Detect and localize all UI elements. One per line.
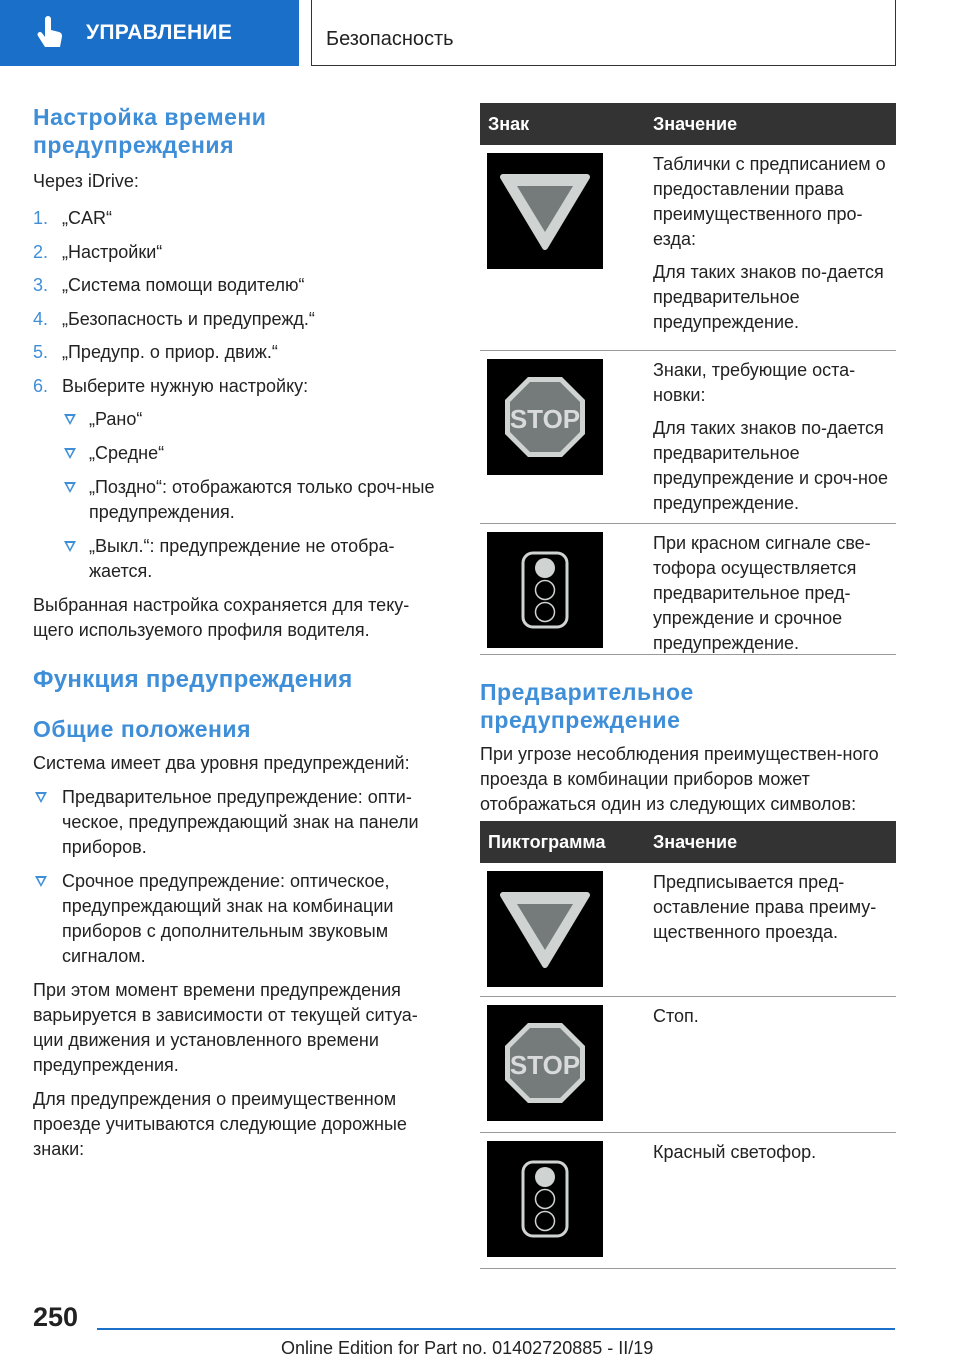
list-item xyxy=(62,534,443,584)
step-text: „Безопасность и предупрежд.“ xyxy=(62,308,315,329)
step-number: 4. xyxy=(33,308,49,329)
yield-sign-icon xyxy=(487,871,603,987)
row-meaning xyxy=(653,997,896,1132)
steps-list xyxy=(33,206,443,399)
stop-sign-icon xyxy=(487,1005,603,1121)
symbols-table xyxy=(480,821,896,1269)
option-text: „Рано“ xyxy=(89,409,143,429)
edition-text: Online Edition for Part no. 01402720885 - II/19 xyxy=(281,1338,654,1358)
svg-text:STOP: STOP xyxy=(509,404,581,434)
triangle-bullet-icon xyxy=(35,876,47,887)
list-item xyxy=(33,340,443,365)
table-row xyxy=(480,1133,896,1269)
step-number: 1. xyxy=(33,208,49,228)
list-item xyxy=(33,785,443,860)
table-row xyxy=(480,863,896,997)
setting-note: Выбранная настройка сохраняется для теку-щего используемого профиля водителя. xyxy=(33,595,410,640)
stop-sign-icon xyxy=(487,359,603,475)
header-tab-label: УПРАВЛЕНИЕ xyxy=(86,21,233,44)
table-row xyxy=(480,145,896,351)
triangle-bullet-icon xyxy=(64,541,76,552)
meaning-text: Красный светофор. xyxy=(653,1142,817,1162)
row-meaning xyxy=(653,524,896,654)
pre-warning-text: При угрозе несоблюдения преимуществен-ного проезда в комбинации приборов может отображаться один из следующих символов: xyxy=(480,744,879,814)
list-item xyxy=(33,869,443,969)
list-item xyxy=(33,240,443,265)
pre-warning-section xyxy=(480,678,896,817)
traffic-light-icon xyxy=(487,1141,603,1257)
timing-paragraph: При этом момент времени предупреждения варьируется в зависимости от текущей ситуа-ции движения и установленного времени предупреждения. xyxy=(33,980,418,1075)
heading-line: предупреждения xyxy=(33,132,234,158)
row-meaning xyxy=(653,863,896,996)
triangle-bullet-icon xyxy=(35,792,47,803)
heading-line: предупреждение xyxy=(480,707,681,733)
column-header: Значение xyxy=(653,831,738,852)
warning-function-heading: Функция предупреждения xyxy=(33,666,353,693)
table-header xyxy=(480,103,896,145)
meaning-text: Предписывается пред-оставление права преиму-щественного проезда. xyxy=(653,872,877,942)
time-setting-heading xyxy=(33,103,443,159)
step-text: „CAR“ xyxy=(62,208,112,228)
traffic-light-icon xyxy=(487,532,603,648)
level-text: Предварительное предупреждение: опти-ческое, предупреждающий знак на панели приборов. xyxy=(62,787,419,857)
meaning-text: Для таких знаков по-дается предварительное предупреждение. xyxy=(653,262,884,332)
general-intro: Система имеет два уровня предупреждений: xyxy=(33,753,410,773)
row-meaning xyxy=(653,145,896,350)
step-text: „Предупр. о приор. движ.“ xyxy=(62,342,278,362)
step-number: 3. xyxy=(33,275,49,295)
meaning-text: Знаки, требующие оста-новки: xyxy=(653,360,856,405)
table-row xyxy=(480,997,896,1133)
yield-sign-icon xyxy=(487,153,603,269)
column-header: Пиктограмма xyxy=(488,831,606,852)
signs-table xyxy=(480,103,896,655)
triangle-bullet-icon xyxy=(64,482,76,493)
heading-line: Предварительное xyxy=(480,679,694,705)
svg-text:STOP: STOP xyxy=(509,1050,581,1080)
option-text: „Средне“ xyxy=(89,443,165,463)
step-number: 2. xyxy=(33,241,49,262)
triangle-bullet-icon xyxy=(64,414,76,425)
meaning-text: Таблички с предписанием о предоставлении права преимущественного про-езда: xyxy=(653,154,886,249)
step-number: 6. xyxy=(33,375,49,396)
option-text: „Выкл.“: предупреждение не отобра-жается. xyxy=(89,536,395,581)
column-header: Знак xyxy=(488,113,530,134)
section-title: Безопасность xyxy=(326,28,454,50)
row-meaning xyxy=(653,1133,896,1268)
page-number: 250 xyxy=(33,1302,79,1332)
meaning-text: Для таких знаков по-дается предварительное предупреждение и сроч-ное предупреждение. xyxy=(653,418,889,513)
list-item xyxy=(62,441,443,466)
level-text: Срочное предупреждение: оптическое, предупреждающий знак на комбинации приборов с дополнительным звуковым сигналом. xyxy=(62,871,394,966)
options-list xyxy=(33,407,443,584)
step-text: Выберите нужную настройку: xyxy=(62,375,309,396)
triangle-bullet-icon xyxy=(64,448,76,459)
meaning-text: Стоп. xyxy=(653,1006,699,1026)
left-column xyxy=(33,103,443,1162)
idrive-intro: Через iDrive: xyxy=(33,171,139,191)
step-number: 5. xyxy=(33,342,49,362)
pre-warning-heading xyxy=(480,678,896,734)
table-header xyxy=(480,821,896,863)
signs-paragraph: Для предупреждения о преимущественном проезде учитываются следующие дорожные знаки: xyxy=(33,1089,407,1159)
list-item xyxy=(33,374,443,399)
meaning-text: При красном сигнале све-тофора осуществляется предварительное пред-упреждение и срочное предупреждение. xyxy=(653,533,871,653)
list-item xyxy=(33,273,443,298)
heading-line: Настройка времени xyxy=(33,104,267,130)
step-text: „Настройки“ xyxy=(62,241,163,262)
header-tab[interactable] xyxy=(0,0,299,66)
list-item xyxy=(33,307,443,332)
step-text: „Система помощи водителю“ xyxy=(62,275,305,295)
table-row xyxy=(480,524,896,655)
list-item xyxy=(62,407,443,432)
row-meaning xyxy=(653,351,896,523)
list-item xyxy=(33,206,443,231)
levels-list xyxy=(33,785,443,969)
footer-divider xyxy=(97,1328,895,1330)
hand-pointer-icon xyxy=(28,11,72,55)
option-text: „Поздно“: отображаются только сроч-ные предупреждения. xyxy=(89,477,435,522)
list-item xyxy=(62,475,443,525)
general-heading: Общие положения xyxy=(33,716,251,742)
column-header: Значение xyxy=(653,113,738,134)
table-row xyxy=(480,351,896,524)
